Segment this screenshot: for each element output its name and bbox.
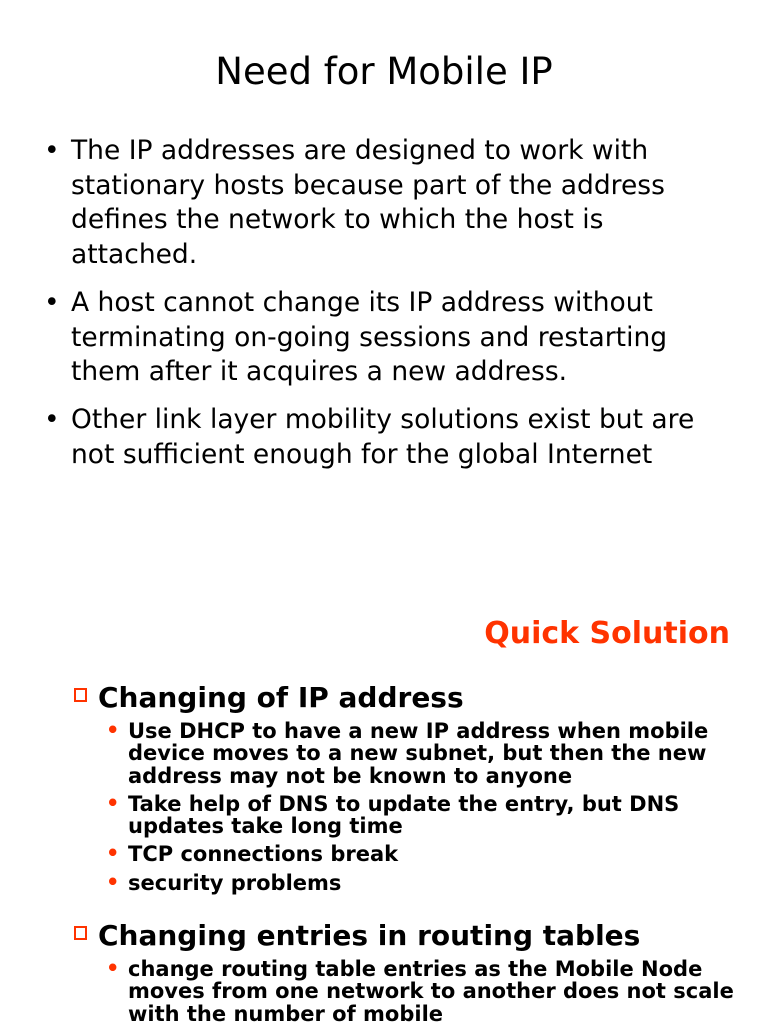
bullet-text: A host cannot change its IP address without terminating on-going sessions and restarting them after it acquires a new address.: [71, 286, 668, 388]
bullet-dot: •: [106, 869, 120, 894]
sub-bullet-item: [72, 843, 752, 865]
bullet-item: [44, 286, 734, 390]
sub-bullet-text: Use DHCP to have a new IP address when mobile device moves to a new subnet, but then the new address may not be known to anyone: [128, 719, 760, 788]
bullet-dot: •: [106, 956, 120, 980]
bullet-dot: •: [44, 286, 60, 318]
bullet-dot: •: [44, 135, 60, 166]
sub-bullet-text: TCP connections break: [128, 842, 399, 867]
slide-title: Need for Mobile IP: [215, 50, 553, 93]
section-heading-text: Changing entries in routing tables: [98, 919, 641, 952]
sub-bullet-list: [72, 718, 760, 895]
bullet-dot: •: [44, 403, 60, 435]
sub-bullet-item: [72, 790, 752, 839]
bullet-list: [44, 134, 734, 485]
square-bullet-icon: [74, 926, 87, 940]
sub-bullet-item: [72, 718, 760, 788]
quick-solution-heading: Quick Solution: [484, 616, 730, 651]
bullet-dot: •: [106, 841, 120, 866]
sub-bullet-list: [72, 958, 752, 1025]
bullet-dot: •: [106, 790, 120, 815]
bullet-text: Other link layer mobility solutions exist but are not sufficient enough for the global Internet: [71, 403, 695, 470]
solution-section-routing-tables: [72, 918, 752, 1031]
bullet-dot: •: [106, 718, 120, 742]
bullet-text: The IP addresses are designed to work with stationary hosts because part of the address defines the network to which the host is attached.: [71, 135, 665, 271]
bullet-item: [44, 403, 734, 472]
sub-bullet-item: [72, 869, 752, 895]
sub-bullet-text: change routing table entries as the Mobile Node moves from one network to another does not scale with the number of mobile: [128, 957, 749, 1026]
sub-bullet-item: [72, 958, 752, 1025]
bullet-item: [44, 134, 734, 273]
section-heading: [72, 680, 752, 716]
section-heading: [72, 918, 752, 954]
sub-bullet-text: Take help of DNS to update the entry, but DNS updates take long time: [128, 791, 731, 839]
section-heading-text: Changing of IP address: [98, 681, 464, 714]
sub-bullet-text: security problems: [128, 870, 342, 895]
solution-section-ip-address: [72, 680, 760, 900]
square-bullet-icon: [74, 688, 87, 702]
